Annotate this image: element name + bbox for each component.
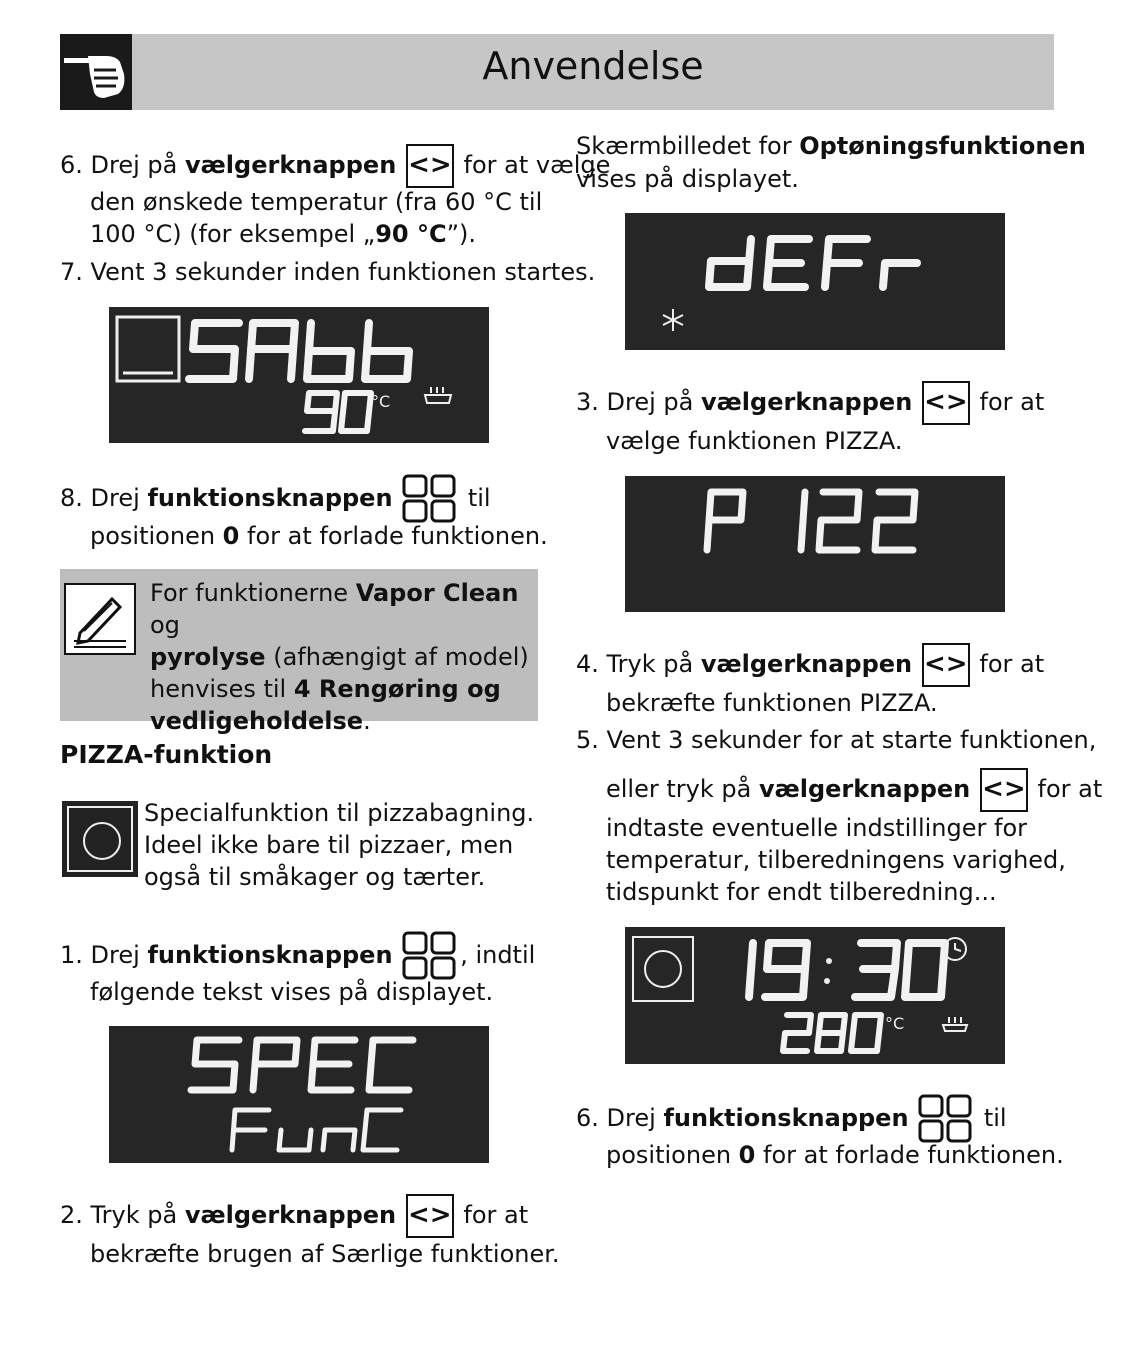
pizza-function-icon [62,801,138,877]
step-7-left: 7. Vent 3 sekunder inden funktionen startes. [60,258,596,286]
display-sabb [109,307,489,443]
pizza-description: Specialfunktion til pizzabagning. Ideel ikke bare til pizzaer, men også til småkager og tærter. [144,799,535,891]
selector-knob-icon: <> [922,643,970,687]
step-5-right-line2: eller tryk på vælgerknappen <> for at [606,768,1102,812]
step-3-right: 3. Drej på vælgerknappen <> for at [576,381,1044,425]
snowflake-icon [663,309,683,331]
step-8-left-line2: positionen 0 for at forlade funktionen. [90,522,548,550]
step-1-left: 1. Drej funktionsknappen , indtil [60,931,535,981]
step-5-right: 5. Vent 3 sekunder for at starte funktionen, [576,726,1097,754]
step-2-left-line2: bekræfte brugen af Særlige funktioner. [90,1240,560,1268]
step-6-right-line2: positionen 0 for at forlade funktionen. [606,1141,1064,1169]
step-4-right: 4. Tryk på vælgerknappen <> for at [576,643,1044,687]
selector-knob-icon: <> [406,144,454,188]
step-6-left: 6. Drej på vælgerknappen <> for at vælge [60,144,610,188]
display-defr [625,213,1005,350]
selector-knob-icon: <> [980,768,1028,812]
step-5-right-rest: indtaste eventuelle indstillinger for temperatur, tilberedningens varighed, tidspunkt for endt tilberedning... [606,814,1066,906]
display-time [625,927,1005,1064]
page-title: Anvendelse [482,44,704,88]
display-pizza [625,476,1005,612]
note-text: For funktionerne Vapor Clean og pyrolyse (afhængigt af model) henvises til 4 Rengøring og vedligeholdelse. [150,579,529,735]
svg-text:°C: °C [371,392,391,411]
page-header [60,34,1054,110]
function-knob-icon [402,474,458,524]
display-spec-func [109,1026,489,1163]
pencil-note-icon [64,583,136,655]
svg-text:°C: °C [885,1014,905,1033]
step-6-right: 6. Drej funktionsknappen til [576,1094,1007,1144]
function-knob-icon [918,1094,974,1144]
step-6-left-line3: 100 °C) (for eksempel „90 °C”). [90,220,477,248]
step-6-left-line2: den ønskede temperatur (fra 60 °C til [90,188,543,216]
right-intro: Skærmbilledet for Optøningsfunktionen vises på displayet. [576,132,1086,193]
display-frame-icon [117,317,179,381]
step-2-left: 2. Tryk på vælgerknappen <> for at [60,1194,528,1238]
heating-element-icon [425,387,451,403]
step-4-right-line2: bekræfte funktionen PIZZA. [606,689,938,717]
hand-pointing-icon [60,34,132,110]
selector-knob-icon: <> [406,1194,454,1238]
function-knob-icon [402,931,458,981]
step-1-left-line2: følgende tekst vises på displayet. [90,978,494,1006]
step-3-right-line2: vælge funktionen PIZZA. [606,427,903,455]
heating-element-icon [943,1017,967,1031]
selector-knob-icon: <> [922,381,970,425]
step-8-left: 8. Drej funktionsknappen til [60,474,491,524]
pizza-heading: PIZZA-funktion [60,740,273,769]
note-box [60,569,538,735]
